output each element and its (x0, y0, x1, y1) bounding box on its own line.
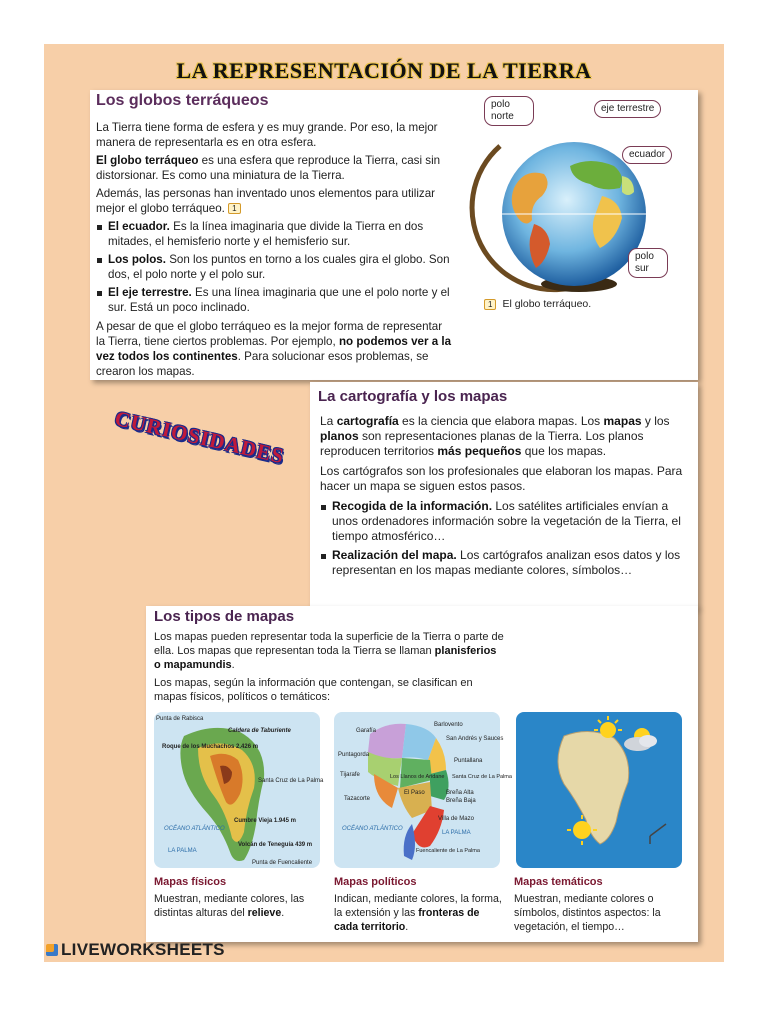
map-types-text (154, 630, 504, 704)
callout-polo-sur: polo sur (628, 248, 668, 278)
label-el-paso: El Paso (404, 790, 425, 796)
figure-caption: 1 El globo terráqueo. (484, 298, 591, 310)
label-puntagorda: Puntagorda (338, 752, 370, 758)
globes-paragraph-1: La Tierra tiene forma de esfera y es muy grande. Por eso, la mejor manera de representarla es en otra esfera. (96, 121, 438, 149)
label-santa-cruz-pol: Santa Cruz de La Palma (452, 774, 512, 780)
label-punta-rabisca: Punta de Rabisca (156, 716, 204, 722)
bullet-realizacion: Realización del mapa. Los cartógrafos analizan esos datos y los representan en los mapas mediante colores, símbolos… (320, 548, 690, 578)
globes-paragraph-2: El globo terráqueo es una esfera que reproduce la Tierra, casi sin distorsionar. Es como una miniatura de la Tierra. (96, 154, 441, 182)
physical-map (154, 712, 324, 868)
label-fuencaliente-pol: Fuencaliente de La Palma (416, 848, 480, 854)
callout-eje-terrestre: eje terrestre (594, 100, 661, 118)
label-garafia: Garafía (356, 728, 377, 734)
map-types-paragraph-2: Los mapas, según la información que contengan, se clasifican en mapas físicos, políticos o temáticos: (154, 677, 473, 703)
label-caldera: Caldera de Taburiente (228, 728, 291, 734)
cartography-paragraph-1: La cartografía es la ciencia que elabora mapas. Los mapas y los planos son representaciones planas de la Tierra. Los planos reproducen territorios más pequeños que los mapas. (320, 414, 670, 458)
bullet-polos: Los polos. Son los puntos en torno a los cuales gira el globo. Son dos, el polo norte y el polo sur. (96, 252, 454, 282)
label-santa-cruz: Santa Cruz de La Palma (258, 778, 324, 784)
globes-paragraph-3: Además, las personas han inventado unos elementos para utilizar mejor el globo terráqueo. 1 (96, 187, 435, 215)
map-caption-politicos: Mapas políticos Indican, mediante colores, la forma, la extensión y las fronteras de cada territorio. (334, 876, 502, 933)
globes-heading: Los globos terráqueos (96, 92, 269, 109)
label-cumbre-vieja: Cumbre Vieja 1.945 m (234, 818, 296, 824)
logo-icon (46, 944, 58, 956)
cartography-text (320, 414, 690, 578)
label-oceano: OCÉANO ATLÁNTICO (164, 826, 225, 832)
globes-panel (90, 90, 698, 380)
political-map (334, 712, 512, 868)
label-los-llanos: Los Llanos de Aridane (390, 774, 445, 780)
label-brena-alta: Breña Alta (446, 790, 474, 796)
figure-ref-badge: 1 (228, 203, 240, 214)
cartography-heading: La cartografía y los mapas (318, 388, 508, 405)
globes-bullets (96, 219, 454, 315)
map-caption-fisicos: Mapas físicos Muestran, mediante colores, las distintas alturas del relieve. (154, 876, 305, 919)
map-caption-tematicos: Mapas temáticos Muestran, mediante colores o símbolos, distintos aspectos: la vegetación, el tiempo… (514, 876, 661, 933)
label-la-palma: LA PALMA (168, 848, 197, 854)
cartography-paragraph-2: Los cartógrafos son los profesionales que elaboran los mapas. Para hacer un mapa se siguen estos pasos. (320, 464, 683, 493)
bullet-eje: El eje terrestre. Es una línea imaginaria que une el polo norte y el sur. Está un poco inclinado. (96, 285, 454, 315)
label-roque: Roque de los Muchachos 2.426 m (162, 744, 259, 750)
map-types-heading: Los tipos de mapas (154, 608, 295, 625)
figure-number-badge: 1 (484, 299, 496, 310)
globes-text (96, 120, 454, 379)
cartography-panel (310, 382, 698, 608)
label-villa-mazo: Villa de Mazo (438, 816, 474, 822)
map-types-panel (146, 606, 698, 942)
page-title: LA REPRESENTACIÓN DE LA TIERRA (176, 58, 592, 83)
label-brena-baja: Breña Baja (446, 798, 476, 804)
label-san-andres: San Andrés y Sauces (446, 736, 504, 742)
label-barlovento: Barlovento (434, 722, 463, 728)
label-puntallana: Puntallana (454, 758, 483, 764)
thematic-map (516, 712, 682, 868)
bullet-ecuador: El ecuador. Es la línea imaginaria que divide la Tierra en dos mitades, el hemisferio norte y el hemisferio sur. (96, 219, 454, 249)
label-tijarafe: Tijarafe (340, 772, 360, 778)
label-punta-fuencaliente: Punta de Fuencaliente (252, 860, 313, 866)
label-oceano-pol: OCÉANO ATLÁNTICO (342, 826, 403, 832)
liveworksheets-logo[interactable]: LIVEWORKSHEETS (46, 940, 225, 960)
globes-paragraph-4: A pesar de que el globo terráqueo es la mejor forma de representar la Tierra, tiene ciertos problemas. Por ejemplo, no podemos ver a la vez todos los continentes. Para solucionar esos problemas, se crearon los mapas. (96, 320, 452, 378)
label-la-palma-pol: LA PALMA (442, 830, 471, 836)
curiosidades-label: CURIOSIDADES (112, 406, 287, 469)
map-types-paragraph-1: Los mapas pueden representar toda la superficie de la Tierra o parte de ella. Los mapas que representan toda la Tierra se llaman planisferios o mapamundis. (154, 631, 504, 671)
bullet-recogida: Recogida de la información. Los satélites artificiales envían a unos ordenadores información sobre la vegetación de la Tierra, el tiempo atmosférico… (320, 499, 690, 544)
label-teneguia: Volcán de Teneguía 439 m (238, 842, 313, 848)
label-tazacorte: Tazacorte (344, 796, 371, 802)
callout-ecuador: ecuador (622, 146, 672, 164)
callout-polo-norte: polo norte (484, 96, 534, 126)
